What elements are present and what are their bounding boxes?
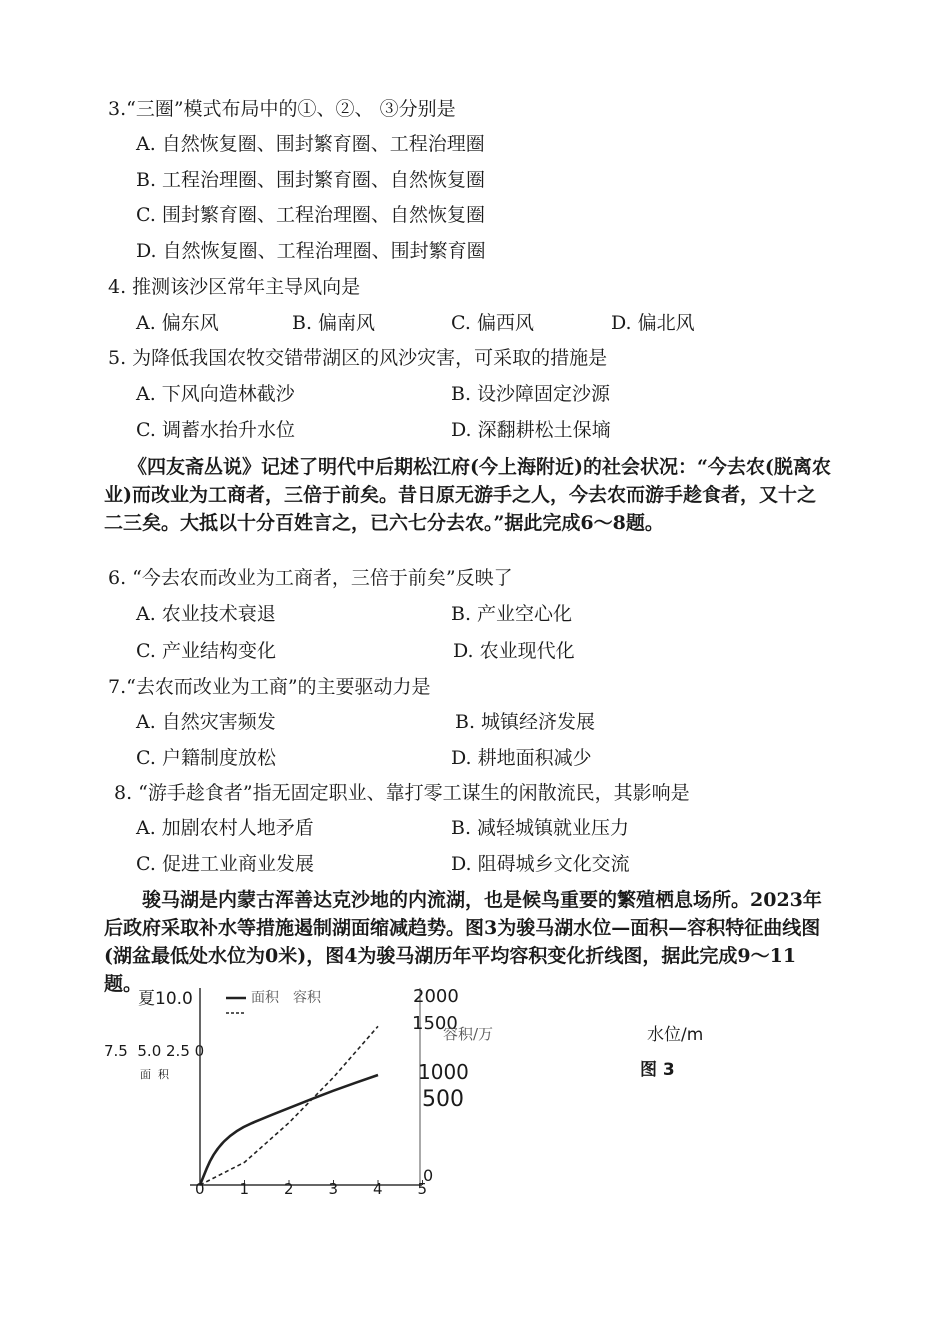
x-tick-label: 3 bbox=[328, 1180, 339, 1198]
x-tick-label: 2 bbox=[284, 1180, 294, 1198]
series-area-line bbox=[200, 1075, 378, 1185]
q5-option-c: C. 调蓄水抬升水位 bbox=[136, 419, 295, 441]
q7-option-a: A. 自然灾害频发 bbox=[136, 711, 276, 733]
q8-option-d: D. 阻碍城乡文化交流 bbox=[451, 853, 630, 875]
right-tick-500: 500 bbox=[422, 1087, 464, 1112]
q4-option-c: C. 偏西风 bbox=[451, 312, 534, 334]
figure-caption: 图 3 bbox=[640, 1060, 675, 1080]
q4-option-a: A. 偏东风 bbox=[136, 312, 219, 334]
q8-option-a: A. 加剧农村人地矛盾 bbox=[136, 817, 314, 839]
q8-option-c: C. 促进工业商业发展 bbox=[136, 853, 314, 875]
q4-option-b: B. 偏南风 bbox=[292, 312, 376, 334]
left-axis-top-label: 夏10.0 bbox=[138, 989, 193, 1009]
q3-option-d: D. 自然恢复圈、工程治理圈、围封繁育圈 bbox=[136, 240, 486, 262]
q6-option-c: C. 产业结构变化 bbox=[136, 640, 276, 662]
legend-volume-label: 容积 bbox=[293, 990, 321, 1006]
q4-option-d: D. 偏北风 bbox=[611, 312, 695, 334]
q6-stem: 6. “今去农而改业为工商者，三倍于前矣”反映了 bbox=[108, 567, 513, 589]
series-volume-line bbox=[200, 1026, 378, 1185]
q3-option-b: B. 工程治理圈、围封繁育圈、自然恢复圈 bbox=[136, 169, 486, 191]
q7-stem: 7.“去农而改业为工商”的主要驱动力是 bbox=[108, 676, 431, 698]
q7-option-c: C. 户籍制度放松 bbox=[136, 747, 276, 769]
q5-option-a: A. 下风向造林截沙 bbox=[136, 383, 295, 405]
right-tick-1000: 1000 bbox=[418, 1060, 469, 1084]
right-tick-1500: 1500 bbox=[412, 1013, 458, 1034]
q7-option-b: B. 城镇经济发展 bbox=[455, 711, 596, 733]
x-axis-label: 水位/m bbox=[647, 1025, 704, 1045]
x-tick-label: 0 bbox=[195, 1180, 205, 1198]
x-tick-label: 5 bbox=[417, 1180, 428, 1198]
legend-area-label: 面积 bbox=[251, 990, 279, 1006]
figure-3 bbox=[0, 980, 950, 1210]
passage-junmahu: 骏马湖是内蒙古浑善达克沙地的内流湖，也是候鸟重要的繁殖栖息场所。2023年后政府采取补水等措施遏制湖面缩减趋势。图3为骏马湖水位—面积—容积特征曲线图(湖盆最低处水位为0米)，图4为骏马湖历年平均容积变化折线图，据此完成9～11题。 bbox=[104, 889, 822, 995]
q3-option-a: A. 自然恢复圈、围封繁育圈、工程治理圈 bbox=[136, 133, 485, 155]
left-axis-label: 面 积 bbox=[140, 1068, 169, 1081]
q5-option-b: B. 设沙障固定沙源 bbox=[451, 383, 611, 405]
q5-stem: 5. 为降低我国农牧交错带湖区的风沙灾害，可采取的措施是 bbox=[108, 347, 608, 369]
q6-option-d: D. 农业现代化 bbox=[453, 640, 575, 662]
left-axis-ticks: 7.5 5.0 2.5 0 bbox=[104, 1042, 205, 1060]
right-tick-2000: 2000 bbox=[413, 986, 459, 1007]
q3-stem: 3.“三圈”模式布局中的①、②、 ③分别是 bbox=[108, 98, 456, 120]
q8-stem: 8. “游手趁食者”指无固定职业、靠打零工谋生的闲散流民，其影响是 bbox=[114, 782, 690, 804]
x-tick-label: 1 bbox=[239, 1180, 250, 1198]
q4-stem: 4. 推测该沙区常年主导风向是 bbox=[108, 276, 361, 298]
passage-sixiyou: 《四友斋丛说》记述了明代中后期松江府(今上海附近)的社会状况：“今去农(脱离农业)而改业为工商者，三倍于前矣。昔日原无游手之人，今去农而游手趁食者，又十之二三矣。大抵以十分百姓言之，已六七分去农。”据此完成6～8题。 bbox=[104, 456, 831, 534]
q6-option-b: B. 产业空心化 bbox=[451, 603, 573, 625]
q3-option-c: C. 围封繁育圈、工程治理圈、自然恢复圈 bbox=[136, 204, 485, 226]
right-axis-label: 容积/万 bbox=[443, 1025, 494, 1043]
x-tick-label: 4 bbox=[373, 1180, 383, 1198]
right-tick-0: 0 bbox=[423, 1166, 434, 1185]
q6-option-a: A. 农业技术衰退 bbox=[136, 603, 276, 625]
q8-option-b: B. 减轻城镇就业压力 bbox=[451, 817, 630, 839]
q7-option-d: D. 耕地面积减少 bbox=[451, 747, 592, 769]
q5-option-d: D. 深翻耕松土保墒 bbox=[451, 419, 611, 441]
